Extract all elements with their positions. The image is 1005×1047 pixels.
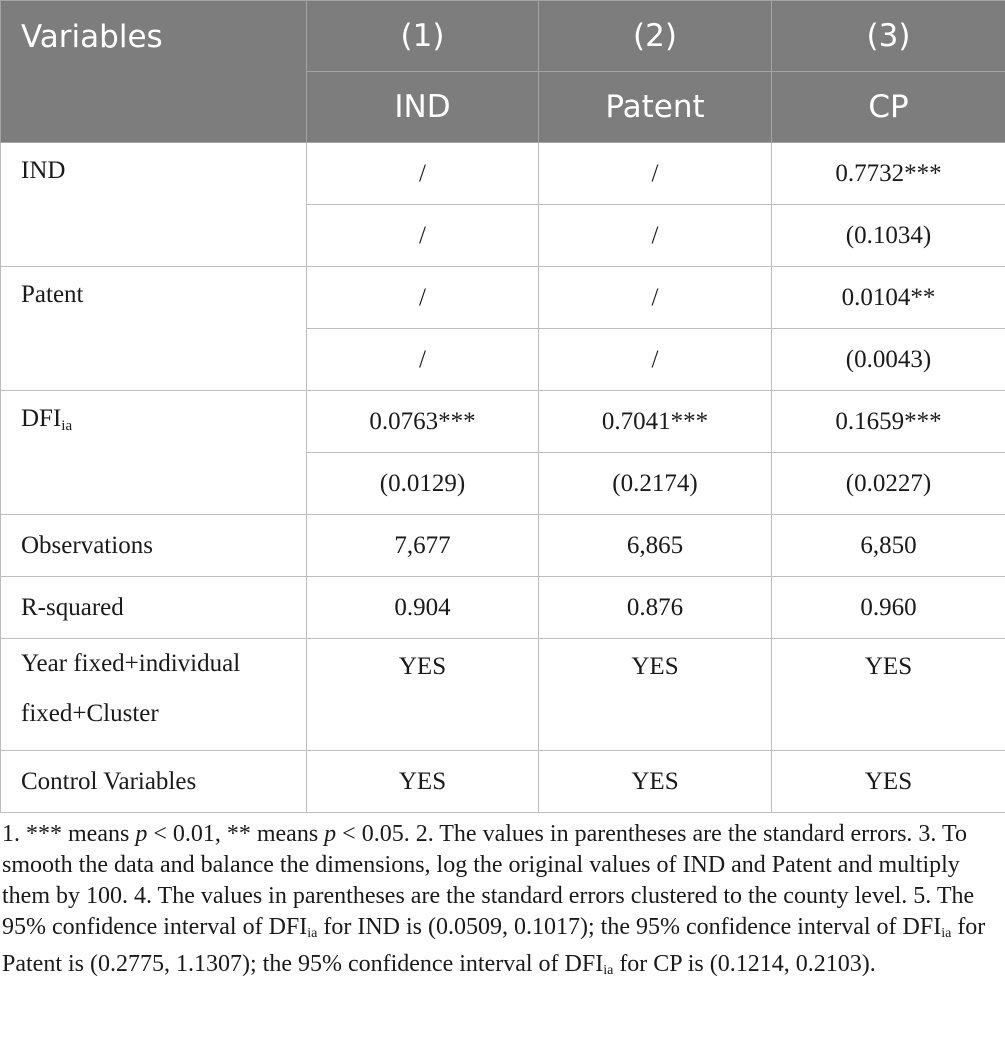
table-cell: /: [307, 267, 539, 329]
header-col3-name: CP: [772, 72, 1005, 143]
table-cell: /: [539, 267, 772, 329]
row-label-controls: Control Variables: [1, 751, 307, 813]
table-row: [1, 143, 1005, 205]
table-cell: 0.0763***: [307, 391, 539, 453]
table-cell: 6,850: [772, 515, 1005, 577]
note-text: for IND is (0.0509, 0.1017); the 95% confidence interval of: [317, 914, 903, 940]
note-dfi-subscript: ia: [941, 926, 952, 941]
table-row: [1, 515, 1005, 577]
note-p-symbol: p: [324, 821, 337, 847]
table-cell: 0.876: [539, 577, 772, 639]
table-cell: YES: [772, 751, 1005, 813]
table-row: [1, 267, 1005, 329]
note-dfi: DFI: [902, 914, 942, 940]
table-cell: /: [539, 205, 772, 267]
table-cell: YES: [307, 639, 539, 751]
table-cell: (0.2174): [539, 453, 772, 515]
table-cell: 7,677: [307, 515, 539, 577]
table-cell: 0.1659***: [772, 391, 1005, 453]
note-text: < 0.01, ** means: [147, 821, 325, 847]
table-cell: (0.0043): [772, 329, 1005, 391]
table-cell: YES: [772, 639, 1005, 751]
table-cell: (0.0227): [772, 453, 1005, 515]
table-cell: YES: [307, 751, 539, 813]
dfi-label-subscript: ia: [61, 418, 73, 434]
header-col3-number: (3): [772, 1, 1005, 72]
row-label-dfi: [1, 391, 307, 515]
table-row: [1, 577, 1005, 639]
row-label-observations: Observations: [1, 515, 307, 577]
table-cell: (0.0129): [307, 453, 539, 515]
note-p-symbol: p: [135, 821, 148, 847]
table-cell: 0.7041***: [539, 391, 772, 453]
note-text: < 0.05. 2. The values in parentheses are the standard errors. 3. To smooth the data and balance the dimensions, log the original values of IND and Patent and multiply them by 100. 4. The values in parentheses are the standard errors clustered to the county level. 5. The 95% confidence interval of: [2, 821, 975, 940]
table-cell: 0.7732***: [772, 143, 1005, 205]
header-col2-name: Patent: [539, 72, 772, 143]
header-col1-number: (1): [307, 1, 539, 72]
row-label-fixed-effects: Year fixed+individual fixed+Cluster: [1, 639, 307, 751]
note-text: for Patent is (0.2775, 1.1307); the 95% confidence interval of: [2, 914, 986, 977]
table-row: [1, 639, 1005, 751]
table-cell: YES: [539, 639, 772, 751]
header-row-numbers: [1, 1, 1005, 72]
table-cell: 0.904: [307, 577, 539, 639]
note-text: 1. *** means: [2, 821, 136, 847]
table-footnote: [2, 819, 1002, 986]
row-label-rsquared: R-squared: [1, 577, 307, 639]
table-cell: /: [307, 329, 539, 391]
header-variables: Variables: [1, 1, 307, 143]
table-cell: (0.1034): [772, 205, 1005, 267]
header-col2-number: (2): [539, 1, 772, 72]
note-dfi: DFI: [268, 914, 308, 940]
row-label-ind: IND: [1, 143, 307, 267]
table-cell: /: [539, 143, 772, 205]
note-text: for CP is (0.1214, 0.2103).: [613, 951, 876, 977]
table-row: [1, 391, 1005, 453]
note-dfi-subscript: ia: [603, 963, 614, 978]
table-cell: 0.960: [772, 577, 1005, 639]
note-dfi-subscript: ia: [307, 926, 318, 941]
table-cell: YES: [539, 751, 772, 813]
dfi-label-text: DFI: [21, 405, 62, 432]
table-cell: /: [307, 143, 539, 205]
row-label-patent: Patent: [1, 267, 307, 391]
table-cell: /: [539, 329, 772, 391]
note-dfi: DFI: [564, 951, 604, 977]
table-cell: 0.0104**: [772, 267, 1005, 329]
header-col1-name: IND: [307, 72, 539, 143]
table-cell: /: [307, 205, 539, 267]
table-cell: 6,865: [539, 515, 772, 577]
table-row: [1, 751, 1005, 813]
